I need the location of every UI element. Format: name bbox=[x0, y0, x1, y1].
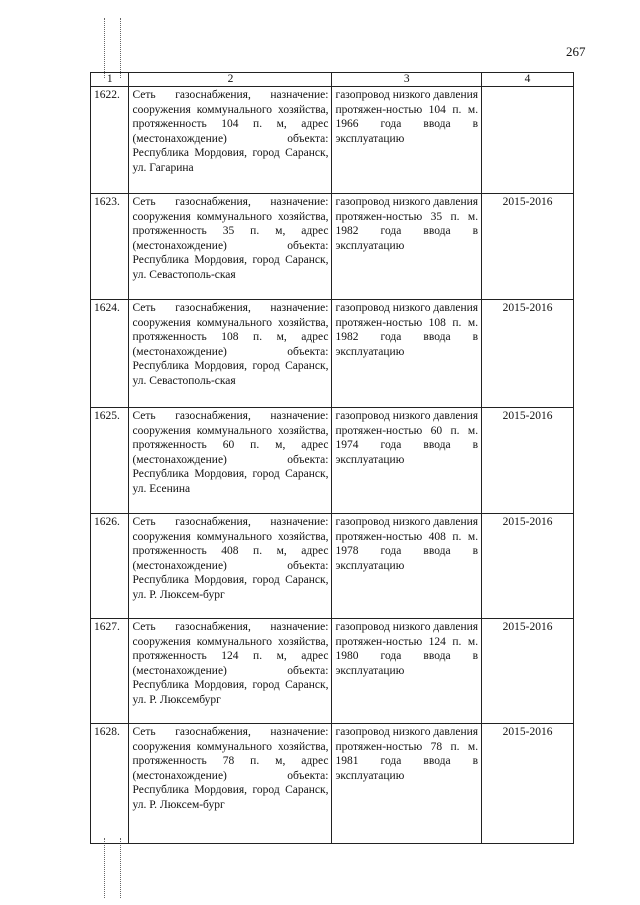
column-header: 4 bbox=[482, 73, 574, 87]
object-type: газопровод низкого давления протяжен-ностью 408 п. м. 1978 года ввода в эксплуатацию bbox=[332, 514, 482, 619]
period-years: 2015-2016 bbox=[482, 514, 574, 619]
object-description: Сеть газоснабжения, назначение: сооружения коммунального хозяйства, протяженность 408 п. м, адрес (местонахождение) объекта: Республика Мордовия, город Саранск, ул. Р. Люксем-бург bbox=[129, 514, 332, 619]
object-description: Сеть газоснабжения, назначение: сооружения коммунального хозяйства, протяженность 104 п. м, адрес (местонахождение) объекта: Республика Мордовия, город Саранск, ул. Гагарина bbox=[129, 87, 332, 194]
row-number: 1623. bbox=[91, 194, 129, 300]
table-row bbox=[91, 514, 574, 619]
period-years: 2015-2016 bbox=[482, 194, 574, 300]
binding-margin-line bbox=[120, 838, 121, 898]
row-number: 1625. bbox=[91, 408, 129, 514]
table-row bbox=[91, 194, 574, 300]
object-type: газопровод низкого давления протяжен-ностью 78 п. м. 1981 года ввода в эксплуатацию bbox=[332, 724, 482, 844]
table-row bbox=[91, 87, 574, 194]
period-years: 2015-2016 bbox=[482, 300, 574, 408]
object-type: газопровод низкого давления протяжен-ностью 108 п. м. 1982 года ввода в эксплуатацию bbox=[332, 300, 482, 408]
table-header-row bbox=[91, 73, 574, 87]
object-type: газопровод низкого давления протяжен-ностью 104 п. м. 1966 года ввода в эксплуатацию bbox=[332, 87, 482, 194]
object-type: газопровод низкого давления протяжен-ностью 60 п. м. 1974 года ввода в эксплуатацию bbox=[332, 408, 482, 514]
object-description: Сеть газоснабжения, назначение: сооружения коммунального хозяйства, протяженность 124 п. м, адрес (местонахождение) объекта: Республика Мордовия, город Саранск, ул. Р. Люксембург bbox=[129, 619, 332, 724]
object-type: газопровод низкого давления протяжен-ностью 124 п. м. 1980 года ввода в эксплуатацию bbox=[332, 619, 482, 724]
binding-margin-line bbox=[120, 18, 121, 78]
row-number: 1626. bbox=[91, 514, 129, 619]
column-header: 1 bbox=[91, 73, 129, 87]
object-type: газопровод низкого давления протяжен-ностью 35 п. м. 1982 года ввода в эксплуатацию bbox=[332, 194, 482, 300]
object-description: Сеть газоснабжения, назначение: сооружения коммунального хозяйства, протяженность 35 п. м, адрес (местонахождение) объекта: Республика Мордовия, город Саранск, ул. Севастополь-ская bbox=[129, 194, 332, 300]
column-header: 3 bbox=[332, 73, 482, 87]
column-header: 2 bbox=[129, 73, 332, 87]
row-number: 1628. bbox=[91, 724, 129, 844]
object-description: Сеть газоснабжения, назначение: сооружения коммунального хозяйства, протяженность 60 п. м, адрес (местонахождение) объекта: Республика Мордовия, город Саранск, ул. Есенина bbox=[129, 408, 332, 514]
table-row bbox=[91, 619, 574, 724]
binding-margin-line bbox=[104, 18, 105, 78]
period-years: 2015-2016 bbox=[482, 408, 574, 514]
period-years: 2015-2016 bbox=[482, 619, 574, 724]
objects-table bbox=[90, 72, 574, 844]
object-description: Сеть газоснабжения, назначение: сооружения коммунального хозяйства, протяженность 108 п. м, адрес (местонахождение) объекта: Республика Мордовия, город Саранск, ул. Севастополь-ская bbox=[129, 300, 332, 408]
table-row bbox=[91, 724, 574, 844]
table-row bbox=[91, 300, 574, 408]
row-number: 1622. bbox=[91, 87, 129, 194]
period-years bbox=[482, 87, 574, 194]
table-row bbox=[91, 408, 574, 514]
page-number: 267 bbox=[566, 44, 586, 59]
object-description: Сеть газоснабжения, назначение: сооружения коммунального хозяйства, протяженность 78 п. м, адрес (местонахождение) объекта: Республика Мордовия, город Саранск, ул. Р. Люксем-бург bbox=[129, 724, 332, 844]
row-number: 1627. bbox=[91, 619, 129, 724]
row-number: 1624. bbox=[91, 300, 129, 408]
binding-margin-line bbox=[104, 838, 105, 898]
period-years: 2015-2016 bbox=[482, 724, 574, 844]
